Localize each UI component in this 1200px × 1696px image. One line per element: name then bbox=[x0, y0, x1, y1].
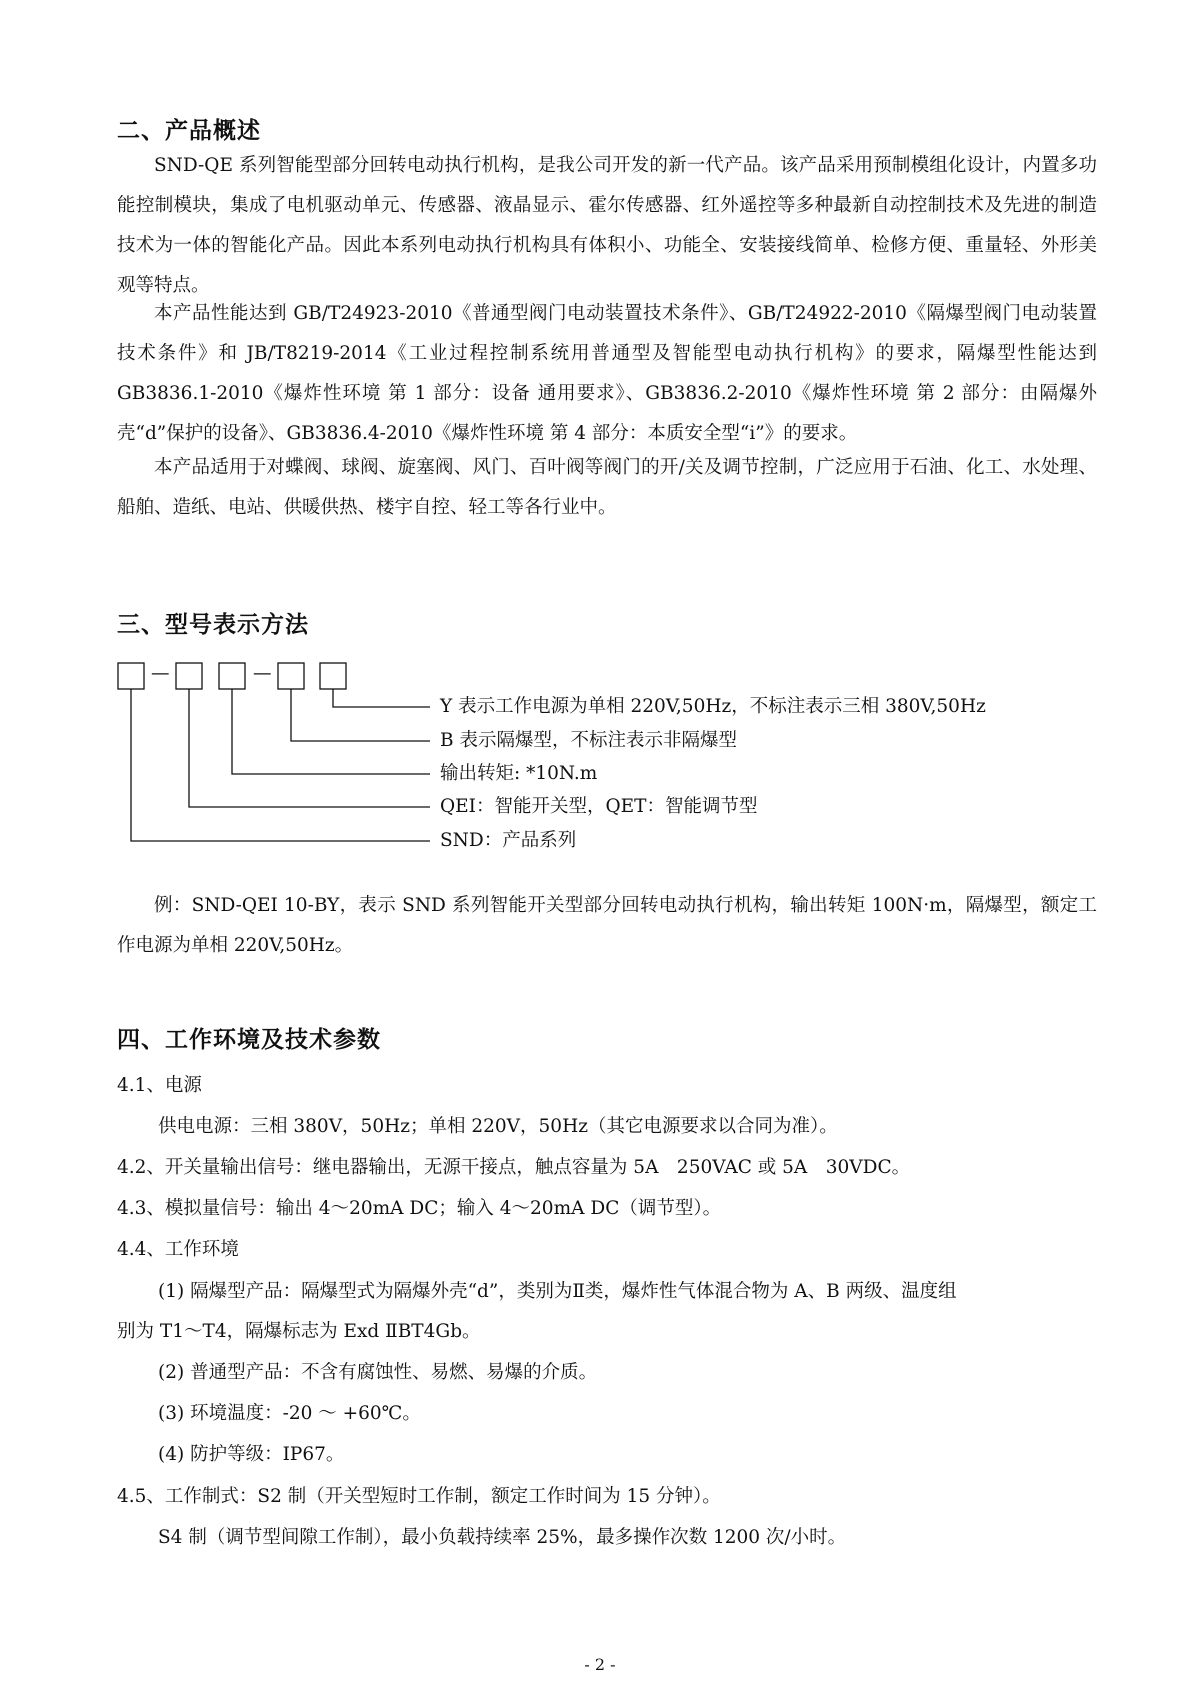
param-duty-s4: S4 制（调节型间隙工作制），最小负载持续率 25%，最多操作次数 1200 次/小时。 bbox=[158, 1527, 847, 1548]
param-env-protection: (4) 防护等级：IP67。 bbox=[158, 1444, 345, 1465]
label-type: QEI：智能开关型，QET：智能调节型 bbox=[440, 796, 758, 817]
section-heading-model: 三、型号表示方法 bbox=[117, 612, 309, 638]
label-explosion-proof: B 表示隔爆型，不标注表示非隔爆型 bbox=[440, 730, 737, 751]
param-analog-signal: 4.3、模拟量信号：输出 4～20mA DC；输入 4～20mA DC（调节型）。 bbox=[117, 1198, 722, 1219]
section-heading-overview: 二、产品概述 bbox=[117, 118, 261, 144]
label-torque: 输出转矩: *10N.m bbox=[440, 763, 598, 784]
section-heading-params: 四、工作环境及技术参数 bbox=[117, 1027, 381, 1053]
param-duty-s2: 4.5、工作制式：S2 制（开关型短时工作制，额定工作时间为 15 分钟）。 bbox=[117, 1486, 721, 1507]
overview-paragraph-1: SND-QE 系列智能型部分回转电动执行机构，是我公司开发的新一代产品。该产品采用预制模组化设计，内置多功能控制模块，集成了电机驱动单元、传感器、液晶显示、霍尔传感器、红外遥控等多种最新自动控制技术及先进的制造技术为一体的智能化产品。因此本系列电动执行机构具有体积小、功能全、安装接线简单、检修方便、重量轻、外形美观等特点。 bbox=[117, 155, 1097, 296]
leader-line-series bbox=[131, 689, 430, 841]
param-power-title: 4.1、电源 bbox=[117, 1075, 202, 1096]
param-power-supply: 供电电源：三相 380V，50Hz；单相 220V，50Hz（其它电源要求以合同为准）。 bbox=[158, 1116, 838, 1137]
label-power: Y 表示工作电源为单相 220V,50Hz，不标注表示三相 380V,50Hz bbox=[440, 696, 986, 717]
page-number: - 2 - bbox=[584, 1655, 616, 1674]
label-series: SND：产品系列 bbox=[440, 830, 577, 851]
code-box-3 bbox=[219, 663, 245, 689]
param-env-explosion-proof-cont: 别为 T1～T4，隔爆标志为 Exd ⅡBT4Gb。 bbox=[117, 1321, 481, 1342]
code-box-2 bbox=[176, 663, 202, 689]
model-example: 例：SND-QEI 10-BY，表示 SND 系列智能开关型部分回转电动执行机构，输出转矩 100N·m，隔爆型，额定工作电源为单相 220V,50Hz。 bbox=[117, 895, 1097, 956]
overview-paragraph-3: 本产品适用于对蝶阀、球阀、旋塞阀、风门、百叶阀等阀门的开/关及调节控制，广泛应用于石油、化工、水处理、船舶、造纸、电站、供暖供热、楼宇自控、轻工等各行业中。 bbox=[117, 457, 1097, 518]
code-box-5 bbox=[320, 663, 346, 689]
param-env-explosion-proof: (1) 隔爆型产品：隔爆型式为隔爆外壳“d”，类别为Ⅱ类，爆炸性气体混合物为 A、B 两级、温度组 bbox=[158, 1281, 957, 1302]
overview-paragraph-2: 本产品性能达到 GB/T24923-2010《普通型阀门电动装置技术条件》、GB/T24922-2010《隔爆型阀门电动装置技术条件》和 JB/T8219-2014《工业过程控制系统用普通型及智能型电动执行机构》的要求，隔爆型性能达到 GB3836.1-2010《爆炸性环境 第 1 部分：设备 通用要求》、GB3836.2-2010《爆炸性环境 第 2 部分：由隔爆外壳“d”保护的设备》、GB3836.4-2010《爆炸性环境 第 4 部分：本质安全型“i”》的要求。 bbox=[117, 303, 1097, 444]
param-environment-title: 4.4、工作环境 bbox=[117, 1239, 239, 1260]
code-dash-2: — bbox=[253, 663, 272, 684]
leader-line-y bbox=[333, 689, 430, 707]
code-box-4 bbox=[278, 663, 304, 689]
param-env-temperature: (3) 环境温度：-20 ～ +60℃。 bbox=[158, 1403, 421, 1424]
param-env-normal: (2) 普通型产品：不含有腐蚀性、易燃、易爆的介质。 bbox=[158, 1362, 598, 1383]
leader-line-torque bbox=[232, 689, 430, 774]
param-switch-output: 4.2、开关量输出信号：继电器输出，无源干接点，触点容量为 5A 250VAC 或 5A 30VDC。 bbox=[117, 1157, 911, 1178]
model-code-diagram bbox=[117, 650, 1017, 860]
code-dash-1: — bbox=[151, 663, 170, 684]
leader-line-b bbox=[291, 689, 430, 741]
code-box-1 bbox=[118, 663, 144, 689]
